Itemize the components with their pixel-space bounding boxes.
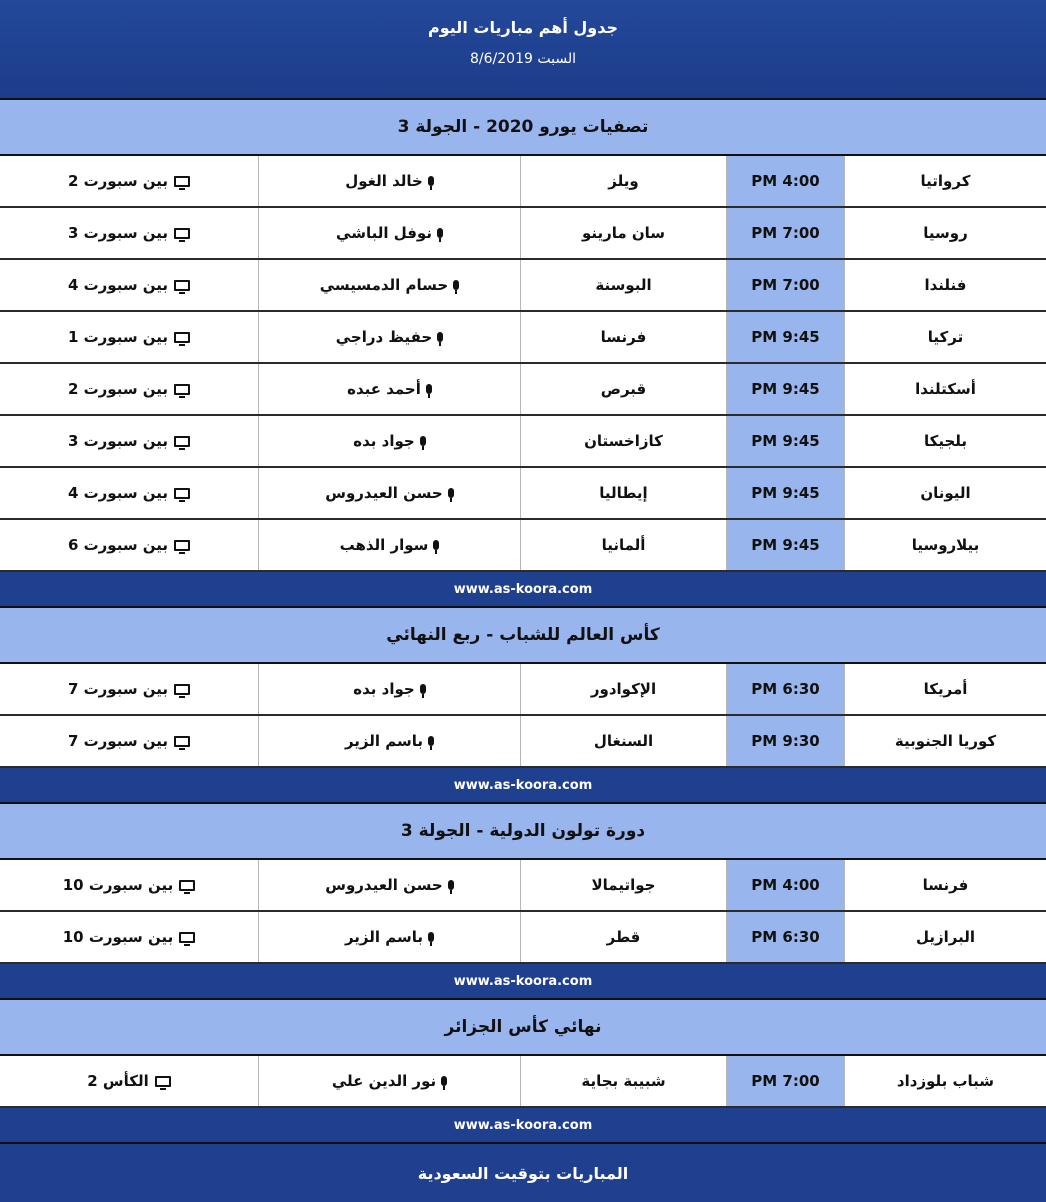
commentator [258, 860, 520, 910]
match-time [726, 664, 844, 714]
channel [0, 664, 258, 714]
microphone-icon [428, 932, 434, 942]
website-footer: www.as-koora.com [0, 1108, 1046, 1144]
match-row [0, 416, 1046, 468]
home-team [844, 468, 1046, 518]
home-team-text: أمريكا [923, 680, 968, 698]
channel-text: بين سبورت 4 [67, 276, 169, 294]
match-time [726, 520, 844, 570]
channel-text: بين سبورت 2 [67, 380, 169, 398]
away-team [520, 468, 726, 518]
commentator [258, 156, 520, 206]
match-row [0, 912, 1046, 964]
microphone-icon [448, 880, 454, 890]
microphone-icon [437, 228, 443, 238]
channel-text: بين سبورت 3 [67, 432, 169, 450]
microphone-icon [441, 1076, 447, 1086]
away-team-text: ألمانيا [601, 536, 646, 554]
match-time-text: PM 9:45 [751, 536, 820, 554]
commentator-text: جواد بده [353, 680, 415, 698]
away-team-text: جواتيمالا [591, 876, 656, 894]
tv-icon [179, 932, 195, 943]
match-time-text: PM 6:30 [751, 928, 820, 946]
channel [0, 156, 258, 206]
away-team [520, 860, 726, 910]
match-time-text: PM 9:45 [751, 328, 820, 346]
channel [0, 860, 258, 910]
tv-icon [174, 280, 190, 291]
microphone-icon [437, 332, 443, 342]
channel [0, 716, 258, 766]
commentator [258, 416, 520, 466]
channel [0, 416, 258, 466]
home-team-text: اليونان [920, 484, 971, 502]
away-team-text: السنغال [593, 732, 654, 750]
match-time [726, 716, 844, 766]
commentator-text: حسام الدمسيسي [319, 276, 449, 294]
match-time-text: PM 7:00 [751, 276, 820, 294]
channel [0, 520, 258, 570]
microphone-icon [428, 736, 434, 746]
match-time-text: PM 9:30 [751, 732, 820, 750]
away-team [520, 1056, 726, 1106]
match-time-text: PM 9:45 [751, 484, 820, 502]
channel [0, 260, 258, 310]
tv-icon [174, 436, 190, 447]
commentator [258, 716, 520, 766]
channel-text: بين سبورت 10 [62, 928, 174, 946]
commentator-text: حسن العيدروس [325, 876, 443, 894]
match-time [726, 208, 844, 258]
channel [0, 364, 258, 414]
match-row [0, 520, 1046, 572]
home-team-text: كوريا الجنوبية [894, 732, 997, 750]
home-team-text: بلجيكا [923, 432, 968, 450]
match-time [726, 260, 844, 310]
home-team [844, 208, 1046, 258]
away-team [520, 312, 726, 362]
home-team-text: شباب بلوزداد [896, 1072, 995, 1090]
commentator-text: أحمد عبده [347, 380, 421, 398]
home-team [844, 912, 1046, 962]
away-team [520, 912, 726, 962]
channel-text: بين سبورت 10 [62, 876, 174, 894]
commentator-text: حفيظ دراجي [335, 328, 433, 346]
tv-icon [174, 228, 190, 239]
microphone-icon [420, 684, 426, 694]
commentator-text: حسن العيدروس [325, 484, 443, 502]
match-time [726, 364, 844, 414]
home-team-text: بيلاروسيا [911, 536, 980, 554]
away-team [520, 260, 726, 310]
away-team-text: كازاخستان [584, 432, 663, 450]
sections-container [0, 100, 1046, 1144]
match-time [726, 416, 844, 466]
away-team-text: فرنسا [600, 328, 647, 346]
commentator [258, 312, 520, 362]
match-row [0, 716, 1046, 768]
commentator [258, 664, 520, 714]
tv-icon [174, 540, 190, 551]
away-team [520, 208, 726, 258]
match-row [0, 1056, 1046, 1108]
commentator-text: جواد بده [353, 432, 415, 450]
section-header: نهائي كأس الجزائر [0, 1000, 1046, 1056]
microphone-icon [453, 280, 459, 290]
channel-text: بين سبورت 1 [67, 328, 169, 346]
away-team-text: قبرص [600, 380, 647, 398]
commentator-text: خالد الغول [345, 172, 423, 190]
channel-text: بين سبورت 7 [67, 732, 169, 750]
away-team [520, 416, 726, 466]
home-team [844, 664, 1046, 714]
match-time-text: PM 4:00 [751, 172, 820, 190]
tv-icon [174, 384, 190, 395]
website-footer: www.as-koora.com [0, 964, 1046, 1000]
channel-text: بين سبورت 6 [67, 536, 169, 554]
home-team [844, 364, 1046, 414]
away-team-text: الإكوادور [590, 680, 657, 698]
commentator-text: سوار الذهب [339, 536, 429, 554]
match-row [0, 260, 1046, 312]
commentator [258, 260, 520, 310]
away-team [520, 156, 726, 206]
away-team-text: البوسنة [595, 276, 652, 294]
commentator [258, 1056, 520, 1106]
header-banner [0, 0, 1046, 100]
match-time [726, 912, 844, 962]
home-team [844, 716, 1046, 766]
tv-icon [179, 880, 195, 891]
match-time-text: PM 9:45 [751, 432, 820, 450]
section-header: كأس العالم للشباب - ربع النهائي [0, 608, 1046, 664]
tv-icon [174, 332, 190, 343]
home-team [844, 520, 1046, 570]
commentator [258, 468, 520, 518]
away-team [520, 664, 726, 714]
tv-icon [174, 736, 190, 747]
channel [0, 312, 258, 362]
commentator [258, 208, 520, 258]
home-team-text: تركيا [927, 328, 964, 346]
section-header: دورة تولون الدولية - الجولة 3 [0, 804, 1046, 860]
away-team-text: قطر [606, 928, 641, 946]
match-time-text: PM 7:00 [751, 1072, 820, 1090]
tv-icon [174, 176, 190, 187]
match-time-text: PM 9:45 [751, 380, 820, 398]
match-row [0, 312, 1046, 364]
commentator [258, 520, 520, 570]
match-row [0, 860, 1046, 912]
away-team-text: شبيبة بجاية [581, 1072, 666, 1090]
match-time-text: PM 4:00 [751, 876, 820, 894]
microphone-icon [433, 540, 439, 550]
channel-text: بين سبورت 4 [67, 484, 169, 502]
home-team [844, 312, 1046, 362]
away-team [520, 520, 726, 570]
match-row [0, 364, 1046, 416]
microphone-icon [428, 176, 434, 186]
away-team-text: سان مارينو [581, 224, 666, 242]
website-footer: www.as-koora.com [0, 572, 1046, 608]
match-time [726, 860, 844, 910]
commentator-text: نور الدين علي [331, 1072, 437, 1090]
match-time-text: PM 7:00 [751, 224, 820, 242]
match-time [726, 468, 844, 518]
away-team-text: ويلز [608, 172, 639, 190]
home-team-text: أسكتلندا [915, 380, 976, 398]
match-row [0, 156, 1046, 208]
tv-icon [174, 488, 190, 499]
channel [0, 1056, 258, 1106]
schedule-date: السبت 8/6/2019 [470, 51, 576, 67]
channel [0, 912, 258, 962]
channel-text: بين سبورت 7 [67, 680, 169, 698]
bottom-banner: المباريات بتوقيت السعودية [0, 1144, 1046, 1202]
home-team-text: فرنسا [922, 876, 969, 894]
microphone-icon [420, 436, 426, 446]
away-team [520, 716, 726, 766]
home-team [844, 1056, 1046, 1106]
match-row [0, 208, 1046, 260]
page-title: جدول أهم مباريات اليوم [428, 18, 618, 37]
tv-icon [174, 684, 190, 695]
match-time [726, 312, 844, 362]
commentator-text: باسم الزير [344, 732, 424, 750]
commentator-text: باسم الزير [344, 928, 424, 946]
channel [0, 468, 258, 518]
website-footer: www.as-koora.com [0, 768, 1046, 804]
home-team [844, 860, 1046, 910]
commentator [258, 364, 520, 414]
channel [0, 208, 258, 258]
match-row [0, 664, 1046, 716]
home-team [844, 156, 1046, 206]
channel-text: بين سبورت 3 [67, 224, 169, 242]
home-team-text: البرازيل [915, 928, 976, 946]
home-team-text: كرواتيا [920, 172, 971, 190]
channel-text: الكأس 2 [87, 1072, 149, 1090]
tv-icon [155, 1076, 171, 1087]
commentator [258, 912, 520, 962]
microphone-icon [448, 488, 454, 498]
match-time [726, 156, 844, 206]
section-header: تصفيات يورو 2020 - الجولة 3 [0, 100, 1046, 156]
away-team [520, 364, 726, 414]
match-row [0, 468, 1046, 520]
commentator-text: نوفل الباشي [336, 224, 432, 242]
home-team-text: فنلندا [924, 276, 967, 294]
home-team [844, 416, 1046, 466]
microphone-icon [426, 384, 432, 394]
home-team [844, 260, 1046, 310]
home-team-text: روسيا [923, 224, 968, 242]
away-team-text: إيطاليا [599, 484, 648, 502]
match-time [726, 1056, 844, 1106]
channel-text: بين سبورت 2 [67, 172, 169, 190]
match-time-text: PM 6:30 [751, 680, 820, 698]
